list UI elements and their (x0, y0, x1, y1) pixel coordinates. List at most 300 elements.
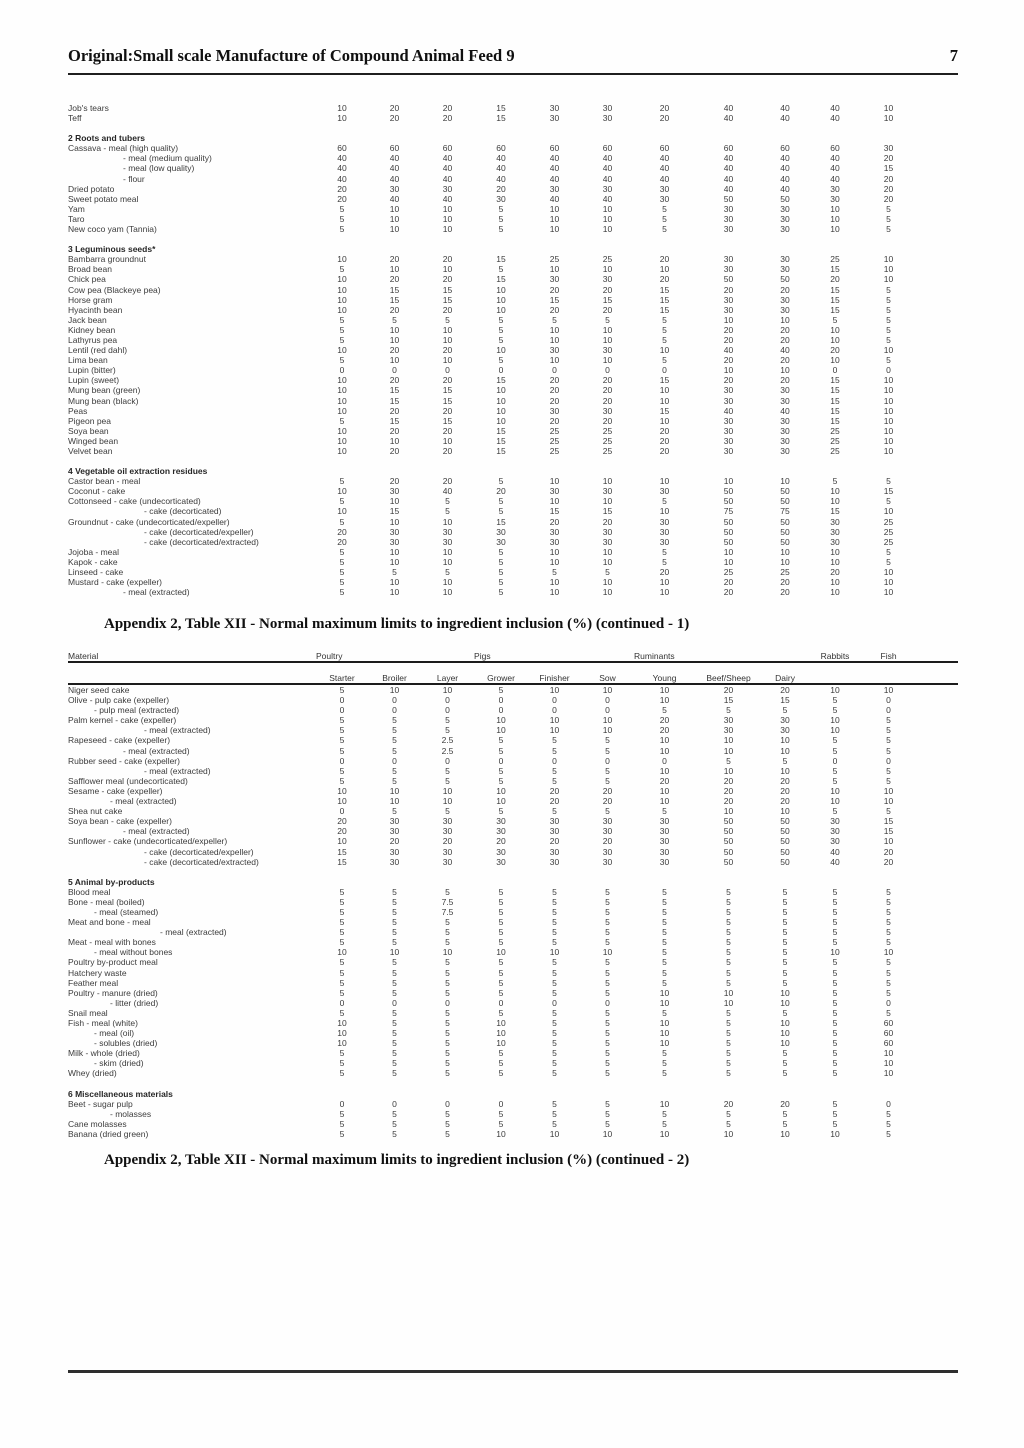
value-cell: 10 (883, 405, 894, 416)
value-cell: 50 (723, 486, 734, 497)
table-row (68, 103, 958, 113)
pad-cell (915, 786, 958, 796)
value-cell: 25 (883, 536, 894, 547)
material-cell: - meal (medium quality) (123, 153, 212, 164)
material-cell: Lentil (red dahl) (68, 345, 128, 356)
value-cell: 10 (830, 324, 840, 335)
value-cell: 5 (339, 987, 345, 998)
value-cell: 10 (442, 213, 453, 224)
value-cell: 50 (780, 516, 790, 527)
value-cell: 15 (883, 826, 894, 837)
value-cell: 10 (602, 685, 613, 695)
table-row (68, 567, 958, 577)
material-cell: Snail meal (68, 1007, 108, 1018)
value-cell: 5 (605, 314, 610, 325)
value-cell: 10 (830, 334, 840, 345)
value-cell: 10 (723, 476, 734, 487)
value-cell: 10 (723, 546, 734, 557)
pad-cell (915, 857, 958, 867)
value-cell: 40 (549, 163, 560, 174)
value-cell: 5 (339, 927, 345, 938)
value-cell: 15 (830, 264, 840, 275)
value-cell: 5 (605, 567, 610, 578)
value-cell: 5 (339, 725, 345, 736)
value-cell: 10 (780, 556, 790, 567)
value-cell: 5 (339, 567, 345, 578)
value-cell: 5 (726, 957, 731, 968)
value-cell: 5 (782, 917, 788, 928)
table-row (68, 776, 958, 786)
value-cell: 15 (442, 415, 453, 426)
value-cell: 10 (389, 334, 400, 345)
table-row (68, 725, 958, 735)
value-cell: 5 (832, 967, 838, 978)
value-cell: 10 (723, 735, 734, 746)
value-cell: 10 (883, 1058, 894, 1069)
value-cell: 10 (496, 304, 506, 315)
value-cell: 5 (886, 906, 891, 917)
value-cell: 10 (659, 1018, 670, 1028)
value-cell: 10 (883, 685, 894, 695)
value-cell: 20 (389, 446, 400, 456)
value-cell: 5 (445, 937, 450, 948)
value-cell: 5 (552, 1098, 557, 1109)
value-cell: 5 (392, 1018, 397, 1028)
value-cell: 30 (659, 516, 670, 527)
value-cell: 10 (442, 355, 453, 366)
value-cell: 10 (659, 765, 670, 776)
material-cell: - flour (123, 173, 145, 184)
value-cell: 10 (389, 546, 400, 557)
value-cell: 5 (782, 886, 788, 897)
subheader-broiler: Broiler (368, 662, 421, 684)
value-cell: 5 (886, 977, 891, 988)
value-cell: 10 (602, 546, 613, 557)
value-cell: 5 (605, 987, 610, 998)
value-cell: 10 (883, 506, 894, 517)
value-cell: 5 (552, 745, 557, 756)
material-cell: Castor bean - meal (68, 476, 141, 487)
value-cell: 10 (442, 587, 453, 598)
value-cell: 60 (442, 143, 453, 154)
value-cell: 30 (723, 415, 734, 426)
value-cell: 30 (659, 816, 670, 827)
material-cell: Hatchery waste (68, 967, 127, 978)
value-cell: 30 (723, 446, 734, 456)
value-cell: 10 (883, 587, 894, 598)
pad-cell (915, 897, 958, 907)
value-cell: 50 (723, 516, 734, 527)
value-cell: 5 (445, 1128, 450, 1139)
value-cell: 5 (392, 917, 397, 928)
value-cell: 5 (392, 957, 397, 968)
pad-cell (915, 547, 958, 557)
pad-cell (915, 285, 958, 295)
value-cell: 5 (662, 705, 667, 716)
material-cell: - meal (extracted) (123, 587, 190, 598)
value-cell: 20 (442, 113, 453, 124)
value-cell: 5 (498, 567, 504, 578)
value-cell: 0 (445, 755, 450, 766)
value-cell: 5 (886, 1128, 891, 1139)
value-cell: 10 (883, 103, 894, 113)
value-cell: 40 (723, 153, 734, 164)
value-cell: 10 (659, 695, 670, 706)
value-cell: 5 (662, 896, 667, 907)
value-cell: 15 (602, 506, 613, 517)
value-cell: 20 (830, 345, 840, 356)
value-cell: 50 (723, 856, 734, 867)
value-cell: 10 (602, 355, 613, 366)
value-cell: 20 (389, 375, 400, 386)
value-cell: 5 (339, 224, 345, 235)
value-cell: 30 (602, 113, 613, 124)
pad-cell (915, 355, 958, 365)
table-row (68, 174, 958, 184)
value-cell: 50 (780, 846, 790, 857)
pad-cell (915, 486, 958, 496)
table-row (68, 1109, 958, 1119)
value-cell: 20 (723, 334, 734, 345)
value-cell: 10 (602, 496, 613, 507)
value-cell: 20 (659, 113, 670, 124)
material-cell: - meal (oil) (94, 1028, 135, 1039)
value-cell: 10 (602, 725, 613, 736)
value-cell: 10 (602, 334, 613, 345)
value-cell: 20 (442, 446, 453, 456)
value-cell: 5 (662, 1108, 667, 1119)
value-cell: 10 (389, 796, 400, 807)
pad-cell (915, 527, 958, 537)
material-cell: Bambarra groundnut (68, 254, 146, 265)
value-cell: 5 (832, 1007, 838, 1018)
table-caption-1: Appendix 2, Table XII - Normal maximum limits to ingredient inclusion (%) (continued - 1) (104, 616, 690, 632)
value-cell: 30 (723, 395, 734, 406)
value-cell: 40 (549, 153, 560, 164)
pad-cell (915, 1008, 958, 1018)
material-cell: - meal without bones (94, 947, 173, 958)
material-cell: - meal (extracted) (144, 725, 211, 736)
value-cell: 15 (337, 856, 347, 867)
value-cell: 5 (445, 506, 450, 517)
value-cell: 5 (662, 957, 667, 968)
value-cell: 10 (659, 476, 670, 487)
material-cell: Shea nut cake (68, 806, 123, 817)
material-cell: Whey (dried) (68, 1068, 117, 1079)
material-cell: - meal (extracted) (160, 927, 227, 938)
value-cell: 5 (339, 685, 345, 695)
value-cell: 15 (830, 506, 840, 517)
value-cell: 5 (726, 977, 731, 988)
value-cell: 15 (442, 395, 453, 406)
value-cell: 20 (780, 785, 790, 796)
value-cell: 10 (549, 546, 560, 557)
value-cell: 30 (830, 516, 840, 527)
value-cell: 5 (339, 587, 345, 598)
value-cell: 30 (830, 183, 840, 194)
value-cell: 5 (498, 1048, 504, 1059)
value-cell: 5 (552, 1108, 557, 1119)
value-cell: 40 (830, 103, 840, 113)
value-cell: 0 (498, 997, 504, 1008)
pad-cell (915, 103, 958, 113)
value-cell: 10 (659, 1098, 670, 1109)
value-cell: 5 (392, 906, 397, 917)
value-cell: 5 (605, 745, 610, 756)
value-cell: 10 (602, 476, 613, 487)
value-cell: 50 (723, 826, 734, 837)
value-cell: 10 (442, 796, 453, 807)
value-cell: 30 (723, 294, 734, 305)
material-cell: - cake (decorticated/extracted) (144, 856, 259, 867)
table-row (68, 274, 958, 284)
value-cell: 10 (549, 355, 560, 366)
value-cell: 30 (780, 435, 790, 446)
table-row (68, 375, 958, 385)
value-cell: 10 (496, 1028, 506, 1039)
value-cell: 30 (830, 836, 840, 847)
value-cell: 0 (498, 695, 504, 706)
value-cell: 30 (389, 856, 400, 867)
value-cell: 5 (552, 906, 557, 917)
value-cell: 15 (830, 385, 840, 396)
value-cell: 5 (886, 937, 891, 948)
value-cell: 5 (339, 415, 345, 426)
value-cell: 0 (339, 705, 345, 716)
value-cell: 5 (552, 1118, 557, 1129)
value-cell: 5 (726, 755, 731, 766)
value-cell: 5 (498, 355, 504, 366)
value-cell: 5 (662, 806, 667, 817)
material-cell: Mung bean (green) (68, 385, 141, 396)
value-cell: 5 (605, 1028, 610, 1039)
ingredient-table-continued-2 (68, 641, 958, 1139)
value-cell: 40 (780, 405, 790, 416)
value-cell: 20 (883, 183, 894, 194)
value-cell: 40 (442, 153, 453, 164)
table-row (68, 907, 958, 917)
value-cell: 10 (883, 345, 894, 356)
value-cell: 5 (782, 1068, 788, 1079)
material-cell: Pigeon pea (68, 415, 112, 426)
value-cell: 30 (723, 254, 734, 265)
value-cell: 5 (392, 735, 397, 746)
pad-cell (915, 988, 958, 998)
value-cell: 10 (442, 947, 453, 958)
value-cell: 20 (780, 685, 790, 695)
value-cell: 30 (602, 536, 613, 547)
section-heading: 4 Vegetable oil extraction residues (68, 466, 208, 477)
table-row (68, 224, 958, 234)
value-cell: 10 (337, 1028, 347, 1039)
value-cell: 20 (549, 415, 560, 426)
value-cell: 10 (442, 685, 453, 695)
value-cell: 40 (389, 153, 400, 164)
value-cell: 40 (780, 183, 790, 194)
value-cell: 10 (442, 224, 453, 235)
value-cell: 5 (832, 1038, 838, 1049)
pad-cell (915, 662, 958, 684)
value-cell: 30 (780, 224, 790, 235)
value-cell: 10 (780, 314, 790, 325)
material-cell: - litter (dried) (110, 997, 159, 1008)
value-cell: 20 (442, 304, 453, 315)
pad-cell (915, 385, 958, 395)
value-cell: 5 (339, 775, 345, 786)
value-cell: 40 (602, 193, 613, 204)
subheader-layer: Layer (421, 662, 474, 684)
value-cell: 15 (389, 385, 400, 396)
material-cell: Dried potato (68, 183, 115, 194)
value-cell: 10 (442, 203, 453, 214)
table-row (68, 746, 958, 756)
pad-cell (915, 695, 958, 705)
pad-cell (915, 143, 958, 153)
value-cell: 10 (723, 365, 734, 376)
value-cell: 5 (339, 476, 345, 487)
value-cell: 10 (337, 294, 347, 305)
value-cell: 10 (883, 435, 894, 446)
material-cell: Milk - whole (dried) (68, 1048, 140, 1059)
value-cell: 20 (883, 846, 894, 857)
value-cell: 10 (496, 395, 506, 406)
value-cell: 30 (549, 846, 560, 857)
value-cell: 5 (726, 1038, 731, 1049)
material-cell: Soya bean (68, 425, 109, 436)
pad-cell (915, 776, 958, 786)
material-cell: Niger seed cake (68, 685, 130, 695)
value-cell: 5 (498, 937, 504, 948)
value-cell: 10 (659, 1128, 670, 1139)
value-cell: 5 (498, 886, 504, 897)
value-cell: 30 (883, 143, 894, 154)
value-cell: 30 (723, 385, 734, 396)
value-cell: 20 (723, 685, 734, 695)
value-cell: 5 (832, 957, 838, 968)
value-cell: 0 (392, 365, 397, 376)
value-cell: 0 (498, 705, 504, 716)
value-cell: 40 (830, 153, 840, 164)
value-cell: 30 (723, 725, 734, 736)
value-cell: 30 (496, 193, 506, 204)
value-cell: 5 (886, 546, 891, 557)
value-cell: 25 (883, 526, 894, 537)
value-cell: 15 (496, 516, 506, 527)
value-cell: 5 (445, 806, 450, 817)
value-cell: 10 (496, 947, 506, 958)
value-cell: 30 (659, 183, 670, 194)
pad-cell (915, 365, 958, 375)
value-cell: 5 (498, 927, 504, 938)
value-cell: 5 (392, 745, 397, 756)
value-cell: 5 (662, 886, 667, 897)
table-row (68, 143, 958, 153)
value-cell: 5 (662, 1048, 667, 1059)
table-row (68, 1038, 958, 1048)
value-cell: 10 (602, 1128, 613, 1139)
value-cell: 20 (659, 567, 670, 578)
value-cell: 10 (602, 556, 613, 567)
value-cell: 5 (662, 967, 667, 978)
table-row (68, 285, 958, 295)
value-cell: 20 (659, 425, 670, 436)
value-cell: 20 (442, 274, 453, 285)
pad-cell (915, 295, 958, 305)
value-cell: 10 (389, 224, 400, 235)
value-cell: 30 (389, 526, 400, 537)
value-cell: 10 (337, 1038, 347, 1049)
table-row (68, 684, 958, 695)
value-cell: 40 (659, 173, 670, 184)
value-cell: 5 (832, 1108, 838, 1119)
subheader-grower: Grower (474, 662, 528, 684)
value-cell: 20 (602, 395, 613, 406)
value-cell: 2.5 (441, 735, 454, 746)
value-cell: 10 (659, 385, 670, 396)
value-cell: 10 (442, 516, 453, 527)
pad-cell (915, 416, 958, 426)
value-cell: 10 (883, 113, 894, 124)
value-cell: 20 (659, 725, 670, 736)
value-cell: 5 (886, 355, 891, 366)
material-cell: Sesame - cake (expeller) (68, 785, 163, 796)
value-cell: 30 (549, 486, 560, 497)
pad-cell (915, 305, 958, 315)
value-cell: 5 (339, 906, 345, 917)
value-cell: 50 (723, 836, 734, 847)
value-cell: 30 (723, 304, 734, 315)
value-cell: 20 (442, 425, 453, 436)
table-row (68, 917, 958, 927)
value-cell: 50 (780, 856, 790, 867)
value-cell: 40 (659, 153, 670, 164)
value-cell: 10 (389, 587, 400, 598)
value-cell: 5 (445, 967, 450, 978)
value-cell: 30 (549, 345, 560, 356)
value-cell: 5 (782, 1108, 788, 1119)
value-cell: 5 (726, 967, 731, 978)
value-cell: 5 (498, 906, 504, 917)
value-cell: 5 (498, 1058, 504, 1069)
pad-cell (915, 1058, 958, 1068)
value-cell: 20 (549, 284, 560, 295)
material-cell: Lathyrus pea (68, 334, 118, 345)
value-cell: 30 (780, 213, 790, 224)
value-cell: 5 (498, 496, 504, 507)
value-cell: 0 (498, 1098, 504, 1109)
value-cell: 10 (780, 997, 790, 1008)
table-row (68, 887, 958, 897)
pad-cell (915, 796, 958, 806)
value-cell: 40 (723, 405, 734, 416)
value-cell: 5 (886, 224, 891, 235)
table-row (68, 756, 958, 766)
value-cell: 7.5 (441, 906, 454, 917)
value-cell: 15 (883, 163, 894, 174)
subheader-empty-cell (808, 662, 862, 684)
value-cell: 10 (337, 375, 347, 386)
value-cell: 5 (832, 1028, 838, 1039)
value-cell: 20 (883, 173, 894, 184)
value-cell: 10 (337, 796, 347, 807)
value-cell: 60 (496, 143, 506, 154)
value-cell: 5 (782, 1058, 788, 1069)
value-cell: 40 (830, 163, 840, 174)
gap-cell (68, 1079, 958, 1089)
value-cell: 5 (392, 1048, 397, 1059)
value-cell: 20 (602, 375, 613, 386)
value-cell: 30 (602, 405, 613, 416)
